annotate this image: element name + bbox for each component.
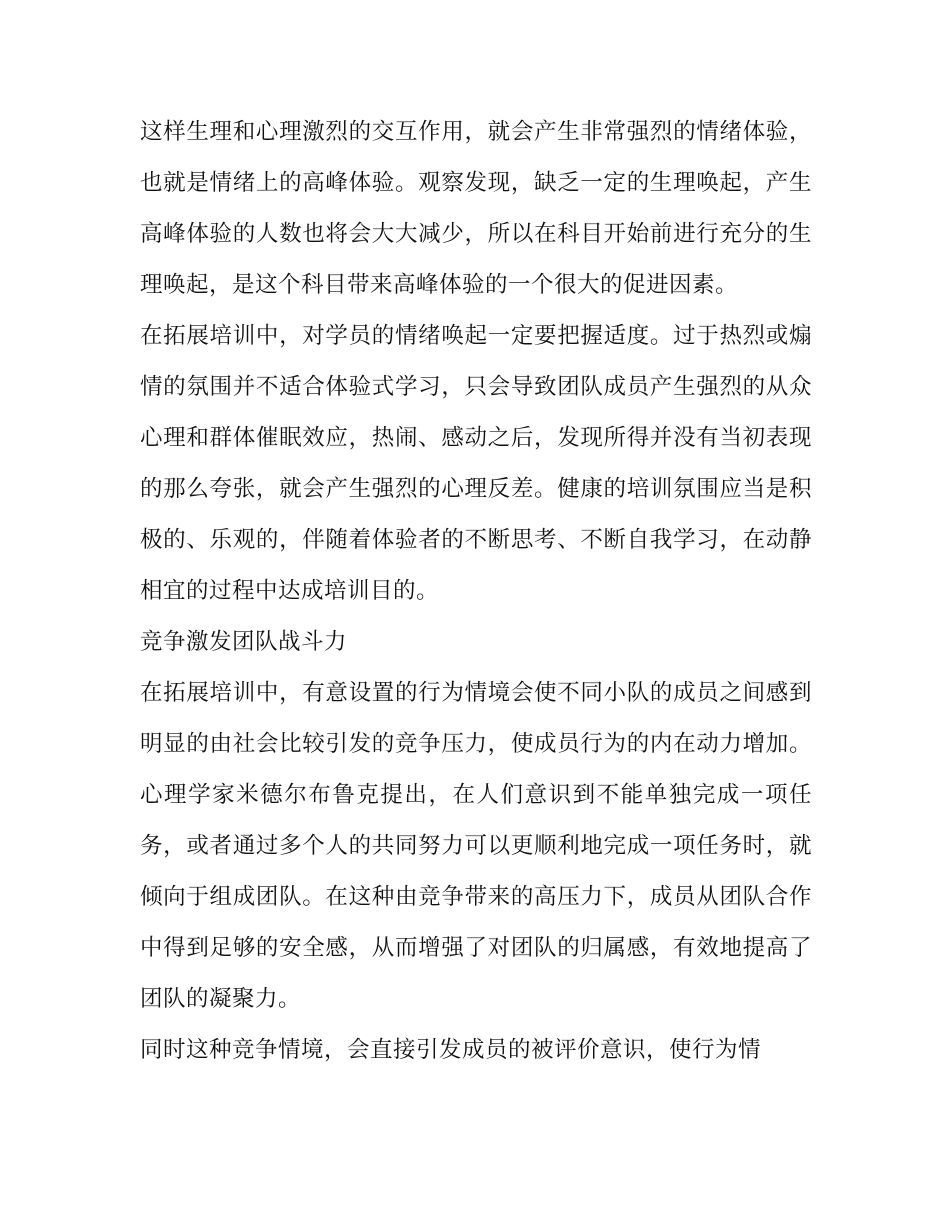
section-heading: 竞争激发团队战斗力 bbox=[140, 629, 348, 655]
paragraph-competition-pressure: 在拓展培训中，有意设置的行为情境会使不同小队的成员之间感到明显的由社会比较引发的竞争压力，使成员行为的内在动力增加。心理学家米德尔布鲁克提出，在人们意识到不能单独完成一项任务，或者通过多个人的共同努力可以更顺利地完成一项任务时，就倾向于组成团队。在这种由竞争带来的高压力下，成员从团队合作中得到足够的安全感，从而增强了对团队的归属感，有效地提高了团队的凝聚力。 bbox=[140, 680, 812, 1012]
document-body bbox=[140, 107, 812, 1076]
paragraph-evaluation-awareness: 同时这种竞争情境，会直接引发成员的被评价意识，使行为情 bbox=[140, 1037, 762, 1063]
paragraph-emotional-arousal: 在拓展培训中，对学员的情绪唤起一定要把握适度。过于热烈或煽情的氛围并不适合体验式学习，只会导致团队成员产生强烈的从众心理和群体催眠效应，热闹、感动之后，发现所得并没有当初表现的那么夸张，就会产生强烈的心理反差。健康的培训氛围应当是积极的、乐观的，伴随着体验者的不断思考、不断自我学习，在动静相宜的过程中达成培训目的。 bbox=[140, 323, 812, 604]
paragraph-peak-experience: 这样生理和心理激烈的交互作用，就会产生非常强烈的情绪体验，也就是情绪上的高峰体验。观察发现，缺乏一定的生理唤起，产生高峰体验的人数也将会大大减少，所以在科目开始前进行充分的生理唤起，是这个科目带来高峰体验的一个很大的促进因素。 bbox=[140, 119, 812, 298]
